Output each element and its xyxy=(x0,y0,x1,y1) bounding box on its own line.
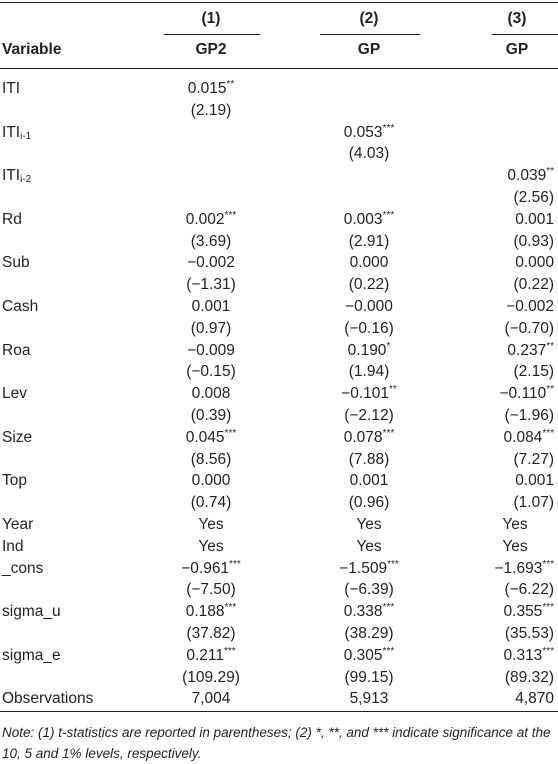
table-row xyxy=(0,340,558,362)
table-row xyxy=(0,122,558,144)
table-row xyxy=(0,645,558,667)
cell-col-2 xyxy=(305,361,433,383)
cell-col-2 xyxy=(305,383,433,405)
table-row xyxy=(0,78,558,100)
significance-stars: * xyxy=(386,340,391,352)
cell-value: 0.001 xyxy=(515,210,554,228)
cell-col-3 xyxy=(476,296,554,318)
row-label-text: Lev xyxy=(2,385,27,403)
cell-value: (0.96) xyxy=(348,494,390,512)
significance-stars: *** xyxy=(542,427,554,439)
cell-value: (0.97) xyxy=(190,319,232,337)
cell-col-1 xyxy=(158,361,264,383)
cell-col-2 xyxy=(305,579,433,601)
cell-col-3 xyxy=(476,252,554,274)
cell-value: 7,004 xyxy=(191,690,231,708)
cell-value: 0.000 xyxy=(191,472,231,490)
cell-col-3 xyxy=(476,579,554,601)
col-depvar-1: GP2 xyxy=(195,41,227,58)
cell-col-2 xyxy=(305,536,433,558)
table-row xyxy=(0,318,558,340)
table-row xyxy=(0,667,558,689)
cell-col-2 xyxy=(305,231,433,253)
table-row xyxy=(0,601,558,623)
cell-col-2 xyxy=(305,470,433,492)
cell-col-3 xyxy=(476,274,554,296)
row-label xyxy=(2,645,61,667)
cell-value: 0.001 xyxy=(191,298,231,315)
cell-col-1 xyxy=(158,492,264,514)
cell-col-1 xyxy=(158,470,264,492)
row-label xyxy=(2,340,30,362)
significance-stars: *** xyxy=(382,645,395,657)
table-row xyxy=(0,558,558,580)
row-label-text: Observations xyxy=(2,690,94,708)
cell-col-1 xyxy=(158,296,264,318)
cell-value: 0.211 xyxy=(186,646,224,664)
cell-value: 0.190 xyxy=(347,341,387,359)
row-label xyxy=(2,558,43,580)
cell-col-3 xyxy=(476,449,554,471)
cell-value: 0.000 xyxy=(349,254,389,272)
cell-value: Yes xyxy=(198,516,224,533)
cell-col-2 xyxy=(305,558,433,580)
significance-stars: *** xyxy=(542,558,554,570)
row-label-text: _cons xyxy=(2,559,44,577)
row-label-text: ITI xyxy=(2,167,21,185)
cell-value: −0.000 xyxy=(345,298,393,315)
cell-value: (0.22) xyxy=(348,276,390,294)
cell-col-1 xyxy=(158,427,264,449)
cell-value: (2.15) xyxy=(513,363,554,381)
header-rule xyxy=(0,68,558,69)
table-row xyxy=(0,623,558,645)
row-label xyxy=(2,78,20,100)
row-label-text: Year xyxy=(2,516,34,533)
cell-value: −0.002 xyxy=(187,254,235,272)
cell-value: (8.56) xyxy=(190,450,232,468)
cell-col-1 xyxy=(158,100,264,122)
cell-value: (0.93) xyxy=(513,232,554,250)
significance-stars: ** xyxy=(546,384,554,396)
col-depvar-2: GP xyxy=(357,41,381,58)
cell-col-3 xyxy=(476,405,554,427)
cell-col-2 xyxy=(305,667,433,689)
cell-col-1 xyxy=(158,209,264,231)
cell-value: Yes xyxy=(356,537,382,555)
cell-value: (1.94) xyxy=(348,363,390,381)
cell-value: (2.56) xyxy=(513,189,554,206)
cell-col-2 xyxy=(305,296,433,318)
cell-value: 0.305 xyxy=(343,646,383,664)
table-row xyxy=(0,449,558,471)
cell-col-1 xyxy=(158,274,264,296)
col-number-2: (2) xyxy=(359,10,379,27)
cell-col-2 xyxy=(305,601,433,623)
cell-value: Yes xyxy=(198,537,224,555)
cell-col-2 xyxy=(305,318,433,340)
cell-col-3 xyxy=(476,492,554,514)
cell-col-2 xyxy=(305,405,433,427)
table-row xyxy=(0,187,558,209)
significance-stars: *** xyxy=(382,602,395,614)
cell-col-2 xyxy=(305,514,433,536)
cell-col-2 xyxy=(305,427,433,449)
cell-value: Yes xyxy=(502,537,528,555)
cell-value: (99.15) xyxy=(344,668,394,686)
cell-value: 0.078 xyxy=(343,428,383,446)
table-row xyxy=(0,296,558,318)
col-underline-3 xyxy=(492,34,558,35)
row-label-text: sigma_u xyxy=(2,603,61,621)
row-label xyxy=(2,688,93,710)
row-label xyxy=(2,296,38,318)
table-top-rule xyxy=(0,2,558,3)
cell-col-3 xyxy=(476,209,554,231)
cell-col-3 xyxy=(476,688,554,710)
cell-value: (−1.31) xyxy=(186,276,236,294)
cell-value: (109.29) xyxy=(182,668,240,686)
table-row xyxy=(0,536,558,558)
cell-col-3 xyxy=(476,427,554,449)
table-row xyxy=(0,143,558,165)
cell-col-3 xyxy=(476,361,554,383)
cell-col-3 xyxy=(476,536,554,558)
cell-value: 0.003 xyxy=(343,210,383,228)
row-label-text: sigma_e xyxy=(2,646,61,664)
significance-stars: ** xyxy=(546,340,554,352)
cell-value: 0.001 xyxy=(515,472,554,490)
cell-value: −0.002 xyxy=(506,298,554,315)
cell-value: −1.509 xyxy=(339,559,388,577)
row-label-text: Size xyxy=(2,428,33,446)
cell-col-1 xyxy=(158,405,264,427)
cell-value: 0.001 xyxy=(349,472,389,490)
table-row xyxy=(0,579,558,601)
row-label xyxy=(2,427,32,449)
col-number-1: (1) xyxy=(201,10,221,27)
cell-value: (37.82) xyxy=(186,625,236,642)
cell-value: (−0.16) xyxy=(344,319,394,337)
table-row xyxy=(0,405,558,427)
significance-stars: *** xyxy=(224,602,237,614)
cell-col-1 xyxy=(158,383,264,405)
significance-stars: *** xyxy=(382,209,395,221)
cell-col-3 xyxy=(476,318,554,340)
cell-col-1 xyxy=(158,340,264,362)
cell-col-3 xyxy=(476,231,554,253)
row-label-subscript: i-1 xyxy=(20,130,32,142)
row-label xyxy=(2,601,61,623)
cell-col-3 xyxy=(476,383,554,405)
cell-value: (−6.39) xyxy=(344,581,394,599)
cell-value: (89.32) xyxy=(504,668,554,686)
cell-value: (7.88) xyxy=(348,450,390,468)
table-row xyxy=(0,361,558,383)
cell-value: (−2.12) xyxy=(344,407,394,424)
cell-col-1 xyxy=(158,601,264,623)
cell-col-3 xyxy=(476,340,554,362)
cell-col-2 xyxy=(305,623,433,645)
cell-value: −1.693 xyxy=(494,559,543,577)
cell-value: (−0.15) xyxy=(186,363,236,381)
cell-value: (4.03) xyxy=(348,145,390,163)
cell-value: 4,870 xyxy=(515,690,554,708)
cell-value: 0.237 xyxy=(507,341,547,359)
col-depvar-3: GP xyxy=(505,41,529,58)
cell-value: (−7.50) xyxy=(186,581,236,599)
col-underline-1 xyxy=(164,34,260,35)
table-note: Note: (1) t-statistics are reported in parentheses; (2) *, **, and *** indicate significance at the 10, 5 and 1% levels, respectively. xyxy=(2,725,551,761)
cell-col-2 xyxy=(305,688,433,710)
row-label xyxy=(2,383,27,405)
cell-col-1 xyxy=(158,623,264,645)
table-row xyxy=(0,231,558,253)
cell-value: (2.91) xyxy=(348,232,390,250)
cell-col-2 xyxy=(305,122,433,144)
cell-value: 0.338 xyxy=(343,603,383,621)
cell-value: (0.39) xyxy=(190,407,232,424)
cell-col-2 xyxy=(305,340,433,362)
cell-value: (0.22) xyxy=(513,276,554,294)
col-number-3: (3) xyxy=(507,10,527,27)
row-label-text: Sub xyxy=(2,254,30,272)
cell-value: −0.101 xyxy=(341,385,390,403)
significance-stars: *** xyxy=(223,645,236,657)
table-row xyxy=(0,688,558,710)
cell-col-1 xyxy=(158,667,264,689)
cell-col-1 xyxy=(158,536,264,558)
row-label-text: ITI xyxy=(2,80,21,97)
cell-col-3 xyxy=(476,470,554,492)
cell-value: (3.69) xyxy=(190,232,232,250)
col-underline-2 xyxy=(320,34,420,35)
significance-stars: *** xyxy=(542,645,554,657)
cell-col-1 xyxy=(158,252,264,274)
cell-value: −0.009 xyxy=(187,341,235,359)
table-row xyxy=(0,252,558,274)
row-label xyxy=(2,514,33,536)
cell-col-2 xyxy=(305,252,433,274)
cell-value: (35.53) xyxy=(504,625,554,642)
row-label xyxy=(2,252,30,274)
cell-value: −0.110 xyxy=(499,385,547,403)
cell-value: 0.355 xyxy=(503,603,543,621)
cell-value: 0.313 xyxy=(503,646,543,664)
cell-value: 0.084 xyxy=(503,428,543,446)
variable-header: Variable xyxy=(2,41,62,58)
row-label-text: Cash xyxy=(2,298,39,315)
cell-col-2 xyxy=(305,492,433,514)
row-label xyxy=(2,470,27,492)
row-label-subscript: i-2 xyxy=(20,174,32,186)
cell-col-3 xyxy=(476,514,554,536)
table-row xyxy=(0,165,558,187)
cell-col-3 xyxy=(476,165,554,187)
cell-col-2 xyxy=(305,449,433,471)
cell-value: (7.27) xyxy=(513,450,554,468)
significance-stars: *** xyxy=(382,122,395,134)
table-bottom-rule xyxy=(0,711,558,712)
cell-value: (2.19) xyxy=(190,101,232,119)
row-label-text: Roa xyxy=(2,341,31,359)
cell-col-1 xyxy=(158,514,264,536)
significance-stars: *** xyxy=(382,427,395,439)
table-row xyxy=(0,492,558,514)
significance-stars: *** xyxy=(224,427,237,439)
significance-stars: ** xyxy=(546,166,554,178)
table-row xyxy=(0,470,558,492)
cell-col-1 xyxy=(158,78,264,100)
cell-col-1 xyxy=(158,579,264,601)
cell-value: (1.07) xyxy=(513,494,554,512)
table-row xyxy=(0,274,558,296)
cell-value: 0.045 xyxy=(185,428,225,446)
cell-value: Yes xyxy=(502,516,528,533)
cell-col-3 xyxy=(476,645,554,667)
significance-stars: ** xyxy=(389,384,397,396)
row-label-text: Rd xyxy=(2,210,22,228)
row-label-text: Top xyxy=(2,472,27,490)
cell-col-3 xyxy=(476,623,554,645)
row-label xyxy=(2,122,31,144)
cell-col-2 xyxy=(305,274,433,296)
cell-col-3 xyxy=(476,187,554,209)
cell-value: 0.002 xyxy=(185,210,225,228)
row-label-text: Ind xyxy=(2,537,24,555)
row-label xyxy=(2,536,24,558)
table-row xyxy=(0,100,558,122)
cell-col-1 xyxy=(158,558,264,580)
cell-col-3 xyxy=(476,601,554,623)
significance-stars: *** xyxy=(229,558,241,570)
cell-value: (0.74) xyxy=(190,494,232,512)
row-label xyxy=(2,209,22,231)
cell-value: −0.961 xyxy=(181,559,230,577)
cell-col-2 xyxy=(305,645,433,667)
cell-value: 5,913 xyxy=(349,690,389,708)
significance-stars: *** xyxy=(542,602,554,614)
cell-col-1 xyxy=(158,449,264,471)
cell-value: (38.29) xyxy=(344,625,394,642)
significance-stars: ** xyxy=(226,79,235,90)
row-label xyxy=(2,165,31,187)
cell-value: (−6.22) xyxy=(504,581,554,599)
cell-col-3 xyxy=(476,558,554,580)
cell-value: (−1.96) xyxy=(504,407,554,424)
cell-col-1 xyxy=(158,688,264,710)
cell-value: 0.000 xyxy=(515,254,554,272)
significance-stars: *** xyxy=(387,558,399,570)
table-row xyxy=(0,383,558,405)
cell-value: 0.053 xyxy=(343,123,383,141)
cell-col-2 xyxy=(305,209,433,231)
table-row xyxy=(0,427,558,449)
cell-value: 0.015 xyxy=(187,80,227,97)
significance-stars: *** xyxy=(224,209,237,221)
cell-col-2 xyxy=(305,143,433,165)
table-row xyxy=(0,209,558,231)
cell-col-1 xyxy=(158,231,264,253)
cell-col-1 xyxy=(158,318,264,340)
cell-value: Yes xyxy=(356,516,382,533)
row-label-text: ITI xyxy=(2,123,21,141)
table-row xyxy=(0,514,558,536)
cell-value: 0.008 xyxy=(191,385,231,403)
cell-value: 0.039 xyxy=(507,167,547,185)
cell-col-3 xyxy=(476,667,554,689)
cell-value: (−0.70) xyxy=(504,319,554,337)
cell-value: 0.188 xyxy=(185,603,225,621)
cell-col-1 xyxy=(158,645,264,667)
